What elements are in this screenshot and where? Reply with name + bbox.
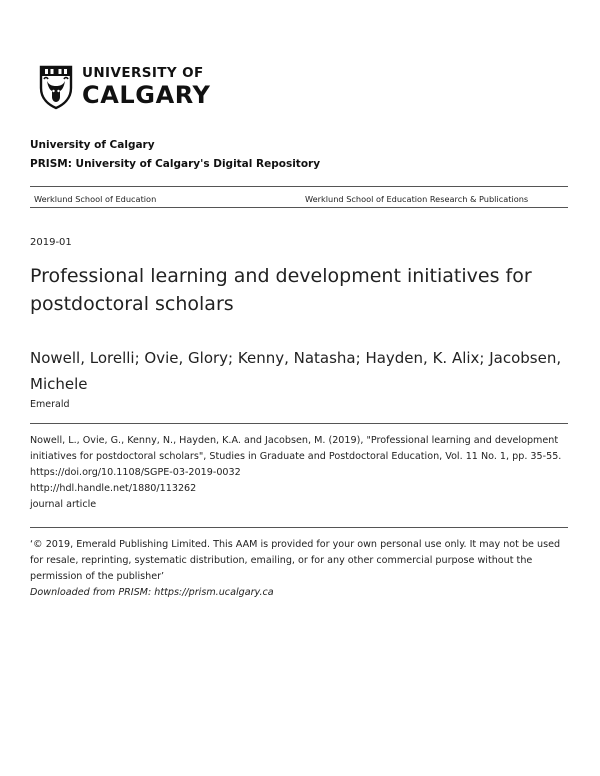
university-crest-icon	[38, 64, 74, 110]
handle-link[interactable]: http://hdl.handle.net/1880/113262	[30, 483, 197, 494]
publisher-name: Emerald	[30, 399, 70, 410]
collection-link[interactable]: Werklund School of Education Research & Publications	[305, 194, 529, 204]
item-type: journal article	[30, 499, 97, 510]
divider-citation-bottom	[30, 527, 568, 528]
university-wordmark	[82, 67, 211, 107]
divider-top	[30, 186, 568, 187]
wordmark-line-1: UNIVERSITY OF	[82, 65, 204, 82]
publication-date: 2019-01	[30, 237, 72, 248]
university-logo	[38, 64, 211, 110]
citation-text: Nowell, L., Ovie, G., Kenny, N., Hayden, K.A. and Jacobsen, M. (2019), "Professional learning and development initiatives for postdoctoral scholars", Studies in Graduate and Postdoctoral Education, Vol. 11 No. 1, pp. 35-55. https://doi.org/10.1108/SGPE-03-2019-0032	[30, 435, 562, 478]
institution-name: University of Calgary	[30, 139, 155, 151]
divider-citation-top	[30, 423, 568, 424]
rights-statement: ‘© 2019, Emerald Publishing Limited. This AAM is provided for your own personal use only. It may not be used for resale, reprinting, systematic distribution, emailing, or for any other commercial purpose without the permission of the publisher’	[30, 539, 561, 582]
authors-list: Nowell, Lorelli; Ovie, Glory; Kenny, Natasha; Hayden, K. Alix; Jacobsen, Michele	[30, 349, 562, 393]
download-source[interactable]: Downloaded from PRISM: https://prism.ucalgary.ca	[30, 587, 274, 598]
rights-block	[30, 537, 570, 601]
citation-block	[30, 433, 570, 513]
department-link[interactable]: Werklund School of Education	[34, 194, 157, 204]
repository-name: PRISM: University of Calgary's Digital Repository	[30, 158, 321, 170]
wordmark-line-2: CALGARY	[82, 80, 211, 109]
divider-department	[30, 207, 568, 208]
document-title: Professional learning and development initiatives for postdoctoral scholars	[30, 265, 532, 315]
